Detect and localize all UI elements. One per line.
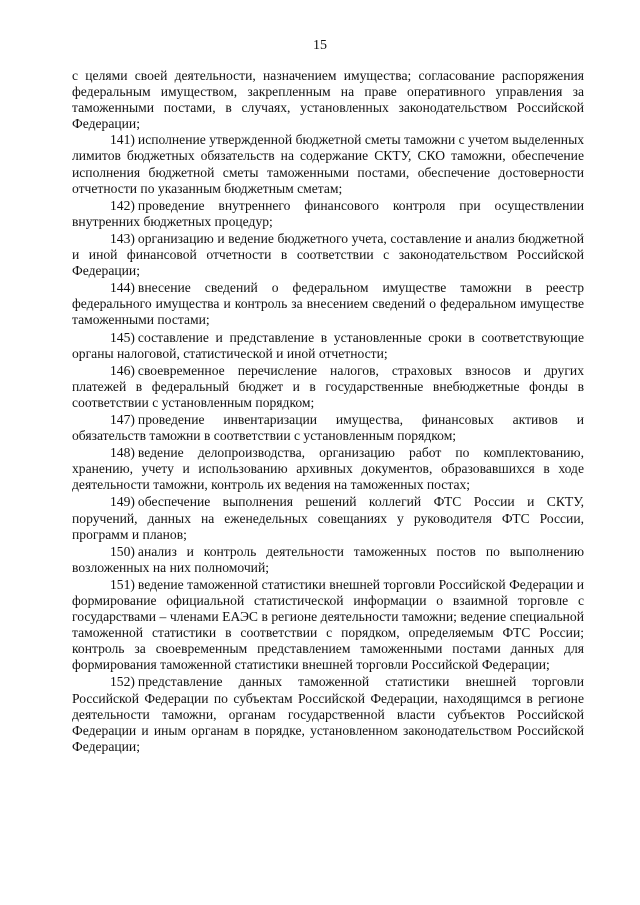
item-number: 144) [110,280,135,296]
item-number: 151) [110,576,135,592]
item-number: 145) [110,329,135,345]
item-text: ведение делопроизводства, организацию работ по комплектованию, хранению, учету и использованию архивных документов, образовавшихся в ходе деятельности таможни, контроль их ведения на таможенных постах; [72,445,584,493]
numbered-list [72,132,584,755]
list-item [72,445,584,493]
item-number: 148) [110,445,135,461]
item-text: ведение таможенной статистики внешней торговли Российской Федерации и формирование официальной статистической информации о взаимной торговле с государствами – членами ЕАЭС в регионе деятельности таможни; ведение специальной таможенной статистики в соответствии с порядком, определяемым ФТС России; контроль за своевременным представлением таможенными постами данных для формирования таможенной статистики внешней торговли Российской Федерации; [72,576,584,673]
item-text: исполнение утвержденной бюджетной сметы таможни с учетом выделенных лимитов бюджетных обязательств на содержание СКТУ, СКО таможни, обеспечение исполнения бюджетной сметы таможенными постами, обеспечение достоверности отчетности по указанным бюджетным сметам; [72,132,584,196]
list-item [72,198,584,230]
item-text: своевременное перечисление налогов, страховых взносов и других платежей в федеральный бюджет и в государственные внебюджетные фонды в соответствии с установленным порядком; [72,362,584,410]
item-text: обеспечение выполнения решений коллегий ФТС России и СКТУ, поручений, данных на еженедельных совещаниях у руководителя ФТС России, программ и планов; [72,494,584,542]
item-number: 143) [110,230,135,246]
item-number: 149) [110,494,135,510]
page-number: 15 [313,38,327,53]
list-item [72,412,584,444]
list-item [72,674,584,754]
list-item [72,577,584,674]
item-text: организацию и ведение бюджетного учета, составление и анализ бюджетной и иной финансовой отчетности в соответствии с законодательством Российской Федерации; [72,230,584,279]
item-text: проведение внутреннего финансового контроля при осуществлении внутренних бюджетных процедур; [72,197,584,229]
list-item [72,231,584,279]
item-text: представление данных таможенной статистики внешней торговли Российской Федерации по субъектам Российской Федерации, находящимся в регионе деятельности таможни, органам государственной власти субъектов Российской Федерации и иным органам в порядке, установленном законодательством Российской Федерации; [72,674,584,754]
item-text: проведение инвентаризации имущества, финансовых активов и обязательств таможни в соответствии с установленным порядком; [72,411,584,444]
item-number: 150) [110,543,135,559]
intro-paragraph: с целями своей деятельности, назначением имущества; согласование распоряжения федеральным имуществом, закрепленным на праве оперативного управления за таможенными постами, в случаях, установленных законодательством Российской Федерации; [72,68,584,132]
list-item [72,330,584,362]
item-number: 147) [110,411,135,427]
item-number: 152) [110,674,135,690]
item-number: 146) [110,362,135,378]
list-item [72,494,584,542]
item-text: внесение сведений о федеральном имуществе таможни в реестр федерального имущества и контроль за внесением сведений о федеральном имуществе таможенными постами; [72,280,584,328]
item-number: 142) [110,197,135,213]
document-body [72,68,584,755]
item-text: составление и представление в установленные сроки в соответствующие органы налоговой, статистической и иной отчетности; [72,329,584,361]
list-item [72,544,584,576]
list-item [72,280,584,328]
list-item [72,132,584,196]
item-number: 141) [110,132,135,148]
list-item [72,363,584,411]
item-text: анализ и контроль деятельности таможенных постов по выполнению возложенных на них полномочий; [72,543,584,575]
